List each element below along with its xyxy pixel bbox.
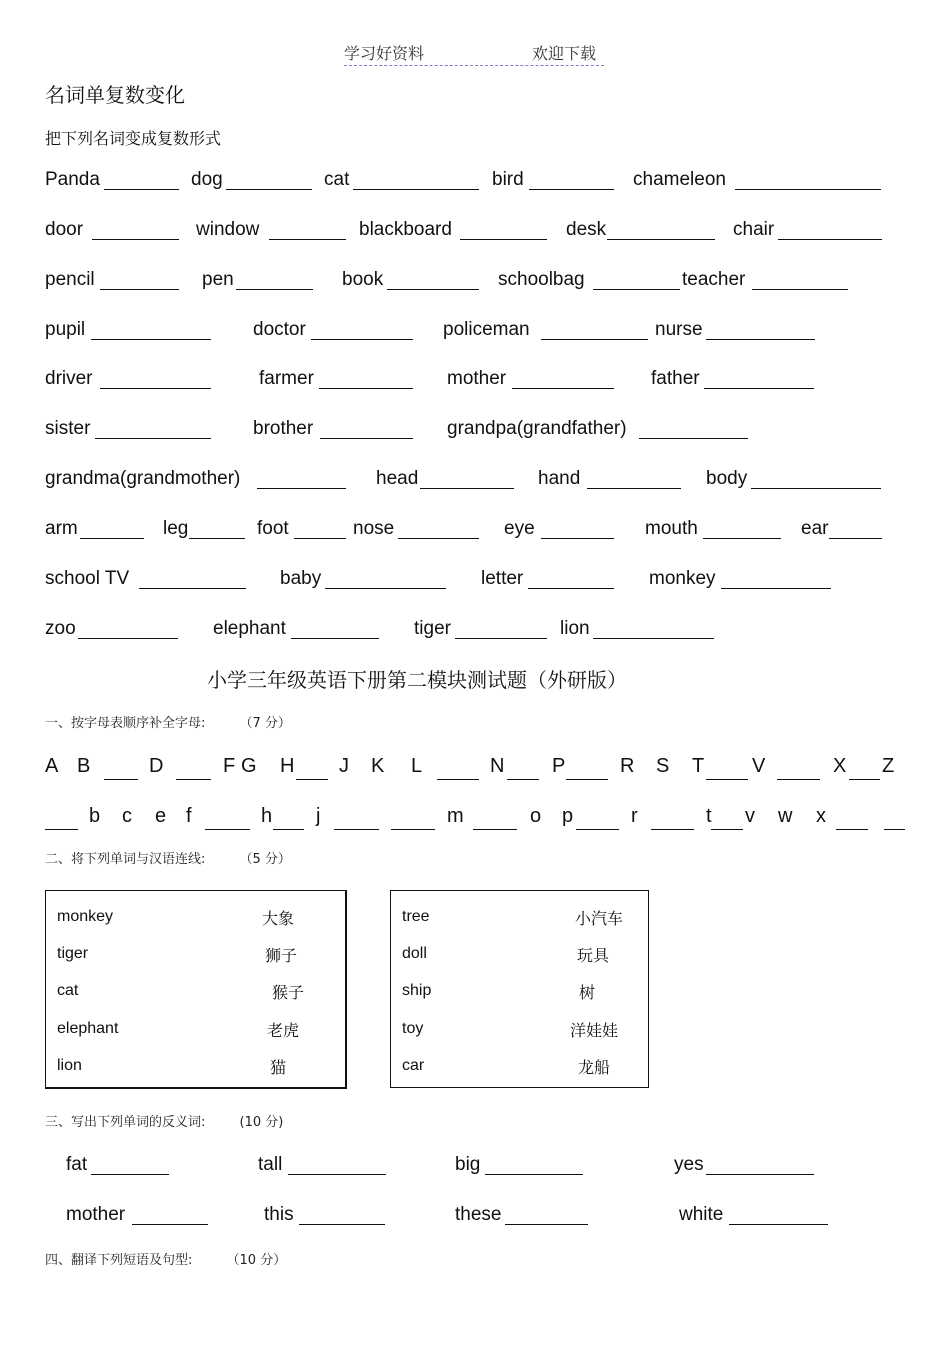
match-english-word[interactable]: cat <box>57 982 79 999</box>
plural-word: baby <box>280 568 322 589</box>
answer-line[interactable] <box>92 239 179 240</box>
alphabet-upper-row <box>0 755 950 783</box>
plural-word: ear <box>801 518 829 539</box>
answer-line[interactable] <box>706 339 815 340</box>
answer-line[interactable] <box>460 239 547 240</box>
answer-line[interactable] <box>320 438 413 439</box>
letter: X <box>833 755 847 777</box>
letter: D <box>149 755 164 777</box>
alphabet-lower-row <box>0 805 950 833</box>
letter-blank[interactable] <box>849 779 880 780</box>
match-chinese-word[interactable]: 大象 <box>262 909 295 928</box>
answer-line[interactable] <box>100 289 179 290</box>
plural-row <box>0 319 950 345</box>
section2-points: （5 分） <box>239 852 291 867</box>
answer-line[interactable] <box>541 339 648 340</box>
plural-row <box>0 269 950 295</box>
section1-label: 一、按字母表顺序补全字母: <box>45 716 206 731</box>
plural-word: pencil <box>45 269 95 290</box>
answer-line[interactable] <box>420 488 514 489</box>
header-left-text: 学习好资料 <box>344 44 425 63</box>
plural-row <box>0 618 950 644</box>
section3-label: 三、写出下列单词的反义词: <box>45 1115 206 1130</box>
letter: A <box>45 755 59 777</box>
letter: m <box>447 805 464 827</box>
match-box-toys <box>390 890 649 1088</box>
answer-line[interactable] <box>778 239 882 240</box>
letter-blank[interactable] <box>176 779 211 780</box>
match-english-word[interactable]: tiger <box>57 945 89 962</box>
answer-line[interactable] <box>721 588 831 589</box>
letter: p <box>562 805 574 827</box>
answer-line[interactable] <box>729 1224 828 1225</box>
plural-word: chair <box>733 219 775 240</box>
header-right-text: 欢迎下载 <box>532 44 597 63</box>
answer-line[interactable] <box>236 289 313 290</box>
section2-heading <box>45 848 291 867</box>
answer-line[interactable] <box>455 638 547 639</box>
answer-line[interactable] <box>607 239 715 240</box>
letter-blank[interactable] <box>884 829 905 830</box>
letter: F <box>223 755 236 777</box>
letter: e <box>155 805 167 827</box>
letter: G <box>241 755 257 777</box>
plural-word: eye <box>504 518 535 539</box>
answer-line[interactable] <box>104 189 179 190</box>
answer-line[interactable] <box>132 1224 208 1225</box>
match-english-word[interactable]: doll <box>402 945 427 962</box>
answer-line[interactable] <box>752 289 848 290</box>
plural-word: leg <box>163 518 189 539</box>
letter: b <box>89 805 101 827</box>
answer-line[interactable] <box>704 388 814 389</box>
plural-word: lion <box>560 618 590 639</box>
answer-line[interactable] <box>829 538 882 539</box>
plural-row <box>0 368 950 394</box>
antonym-row <box>0 1154 950 1180</box>
letter: Z <box>882 755 895 777</box>
match-box-animals <box>45 890 347 1089</box>
match-english-word[interactable]: car <box>402 1057 425 1074</box>
answer-line[interactable] <box>735 189 881 190</box>
letter-blank[interactable] <box>507 779 539 780</box>
antonym-word: these <box>455 1204 502 1225</box>
match-chinese-word[interactable]: 猴子 <box>272 983 305 1002</box>
plural-word: pen <box>202 269 234 290</box>
letter-blank[interactable] <box>391 829 435 830</box>
letter-blank[interactable] <box>706 779 748 780</box>
plural-word: arm <box>45 518 78 539</box>
answer-line[interactable] <box>91 339 211 340</box>
antonym-word: white <box>679 1204 724 1225</box>
answer-line[interactable] <box>319 388 413 389</box>
antonym-row <box>0 1204 950 1230</box>
letter: T <box>692 755 705 777</box>
plural-word: head <box>376 468 419 489</box>
letter: J <box>339 755 349 777</box>
letter: v <box>745 805 755 827</box>
letter-blank[interactable] <box>273 829 304 830</box>
plural-word: foot <box>257 518 289 539</box>
plural-word: mouth <box>645 518 698 539</box>
match-english-word[interactable]: lion <box>57 1057 82 1074</box>
answer-line[interactable] <box>299 1224 385 1225</box>
letter: V <box>752 755 766 777</box>
page-header <box>344 41 604 66</box>
section4-heading <box>45 1249 286 1268</box>
plural-word: book <box>342 269 384 290</box>
plural-word: elephant <box>213 618 286 639</box>
plural-word: teacher <box>682 269 746 290</box>
section3-points: (10 分) <box>239 1115 284 1130</box>
plural-word: zoo <box>45 618 76 639</box>
section2-label: 二、将下列单词与汉语连线: <box>45 852 206 867</box>
answer-line[interactable] <box>325 588 446 589</box>
match-chinese-word[interactable]: 玩具 <box>577 946 610 965</box>
plural-word: chameleon <box>633 169 726 190</box>
match-chinese-word[interactable]: 龙船 <box>578 1058 611 1077</box>
section1-heading <box>45 712 291 731</box>
plural-word: father <box>651 368 700 389</box>
answer-line[interactable] <box>703 538 781 539</box>
plural-word: letter <box>481 568 524 589</box>
answer-line[interactable] <box>95 438 211 439</box>
match-chinese-word[interactable]: 狮子 <box>265 946 298 965</box>
match-chinese-word[interactable]: 猫 <box>270 1058 287 1077</box>
answer-line[interactable] <box>226 189 312 190</box>
answer-line[interactable] <box>751 488 881 489</box>
letter-blank[interactable] <box>334 829 379 830</box>
letter: f <box>186 805 192 827</box>
answer-line[interactable] <box>91 1174 169 1175</box>
plural-word: policeman <box>443 319 530 340</box>
plural-word: monkey <box>649 568 716 589</box>
plural-word: tiger <box>414 618 451 639</box>
letter-blank[interactable] <box>473 829 517 830</box>
answer-line[interactable] <box>512 388 614 389</box>
answer-line[interactable] <box>139 588 246 589</box>
letter-blank[interactable] <box>566 779 608 780</box>
letter-blank[interactable] <box>711 829 743 830</box>
plural-word: window <box>196 219 260 240</box>
plural-word: dog <box>191 169 223 190</box>
letter: R <box>620 755 635 777</box>
letter-blank[interactable] <box>296 779 328 780</box>
letter: B <box>77 755 91 777</box>
section1-points: （7 分） <box>239 716 291 731</box>
answer-line[interactable] <box>257 488 346 489</box>
letter-blank[interactable] <box>836 829 868 830</box>
answer-line[interactable] <box>189 538 245 539</box>
answer-line[interactable] <box>639 438 748 439</box>
plural-word: school TV <box>45 568 130 589</box>
answer-line[interactable] <box>398 538 479 539</box>
plural-word: desk <box>566 219 607 240</box>
answer-line[interactable] <box>593 638 714 639</box>
plural-word: schoolbag <box>498 269 585 290</box>
letter: L <box>411 755 423 777</box>
answer-line[interactable] <box>541 538 614 539</box>
letter: N <box>490 755 505 777</box>
plural-word: Panda <box>45 169 100 190</box>
plural-word: hand <box>538 468 581 489</box>
section3-heading <box>45 1111 283 1130</box>
letter-blank[interactable] <box>104 779 138 780</box>
match-chinese-word[interactable]: 树 <box>579 983 596 1002</box>
letter: H <box>280 755 295 777</box>
plural-word: doctor <box>253 319 306 340</box>
answer-line[interactable] <box>706 1174 814 1175</box>
plural-word: door <box>45 219 84 240</box>
antonym-word: this <box>264 1204 294 1225</box>
plural-word: nose <box>353 518 395 539</box>
plural-row <box>0 468 950 494</box>
answer-line[interactable] <box>294 538 346 539</box>
plural-row <box>0 169 950 195</box>
letter-blank[interactable] <box>45 829 78 830</box>
antonym-word: fat <box>66 1154 88 1175</box>
instruction-text: 把下列名词变成复数形式 <box>45 129 222 148</box>
answer-line[interactable] <box>587 488 681 489</box>
answer-line[interactable] <box>100 388 211 389</box>
match-english-word[interactable]: elephant <box>57 1020 119 1037</box>
answer-line[interactable] <box>505 1224 588 1225</box>
answer-line[interactable] <box>528 588 614 589</box>
letter: x <box>816 805 826 827</box>
letter: j <box>316 805 321 827</box>
answer-line[interactable] <box>593 289 680 290</box>
match-chinese-word[interactable]: 老虎 <box>267 1021 300 1040</box>
plural-word: farmer <box>259 368 314 389</box>
antonym-word: big <box>455 1154 481 1175</box>
answer-line[interactable] <box>311 339 413 340</box>
letter: t <box>706 805 712 827</box>
match-english-word[interactable]: ship <box>402 982 432 999</box>
answer-line[interactable] <box>269 239 346 240</box>
match-chinese-word[interactable]: 洋娃娃 <box>570 1021 619 1040</box>
antonym-word: mother <box>66 1204 126 1225</box>
plural-word: bird <box>492 169 524 190</box>
letter: o <box>530 805 542 827</box>
section4-points: （10 分） <box>226 1253 287 1268</box>
plural-row <box>0 518 950 544</box>
plural-word: grandma(grandmother) <box>45 468 241 489</box>
match-english-word[interactable]: monkey <box>57 908 114 925</box>
letter-blank[interactable] <box>437 779 479 780</box>
plural-word: nurse <box>655 319 703 340</box>
test-title: 小学三年级英语下册第二模块测试题（外研版） <box>207 668 627 692</box>
answer-line[interactable] <box>387 289 479 290</box>
letter-blank[interactable] <box>576 829 619 830</box>
letter: P <box>552 755 566 777</box>
match-chinese-word[interactable]: 小汽车 <box>575 909 624 928</box>
plural-row <box>0 568 950 594</box>
antonym-word: tall <box>258 1154 283 1175</box>
letter: r <box>631 805 638 827</box>
answer-line[interactable] <box>353 189 479 190</box>
plural-word: pupil <box>45 319 86 340</box>
letter: K <box>371 755 385 777</box>
letter: w <box>778 805 793 827</box>
letter: S <box>656 755 670 777</box>
plural-row <box>0 418 950 444</box>
section4-label: 四、翻译下列短语及句型: <box>45 1253 193 1268</box>
plural-word: cat <box>324 169 350 190</box>
antonym-word: yes <box>674 1154 704 1175</box>
plural-word: sister <box>45 418 91 439</box>
answer-line[interactable] <box>485 1174 583 1175</box>
answer-line[interactable] <box>80 538 144 539</box>
letter: c <box>122 805 132 827</box>
plural-word: mother <box>447 368 507 389</box>
match-english-word[interactable]: toy <box>402 1020 424 1037</box>
letter-blank[interactable] <box>777 779 820 780</box>
plural-word: driver <box>45 368 93 389</box>
letter: h <box>261 805 273 827</box>
match-english-word[interactable]: tree <box>402 908 430 925</box>
plural-word: brother <box>253 418 314 439</box>
plural-word: body <box>706 468 748 489</box>
answer-line[interactable] <box>291 638 379 639</box>
answer-line[interactable] <box>288 1174 386 1175</box>
plural-row <box>0 219 950 245</box>
plural-word: grandpa(grandfather) <box>447 418 627 439</box>
answer-line[interactable] <box>529 189 614 190</box>
plural-word: blackboard <box>359 219 452 240</box>
letter-blank[interactable] <box>651 829 694 830</box>
answer-line[interactable] <box>78 638 178 639</box>
letter-blank[interactable] <box>205 829 250 830</box>
page-title: 名词单复数变化 <box>45 83 185 107</box>
